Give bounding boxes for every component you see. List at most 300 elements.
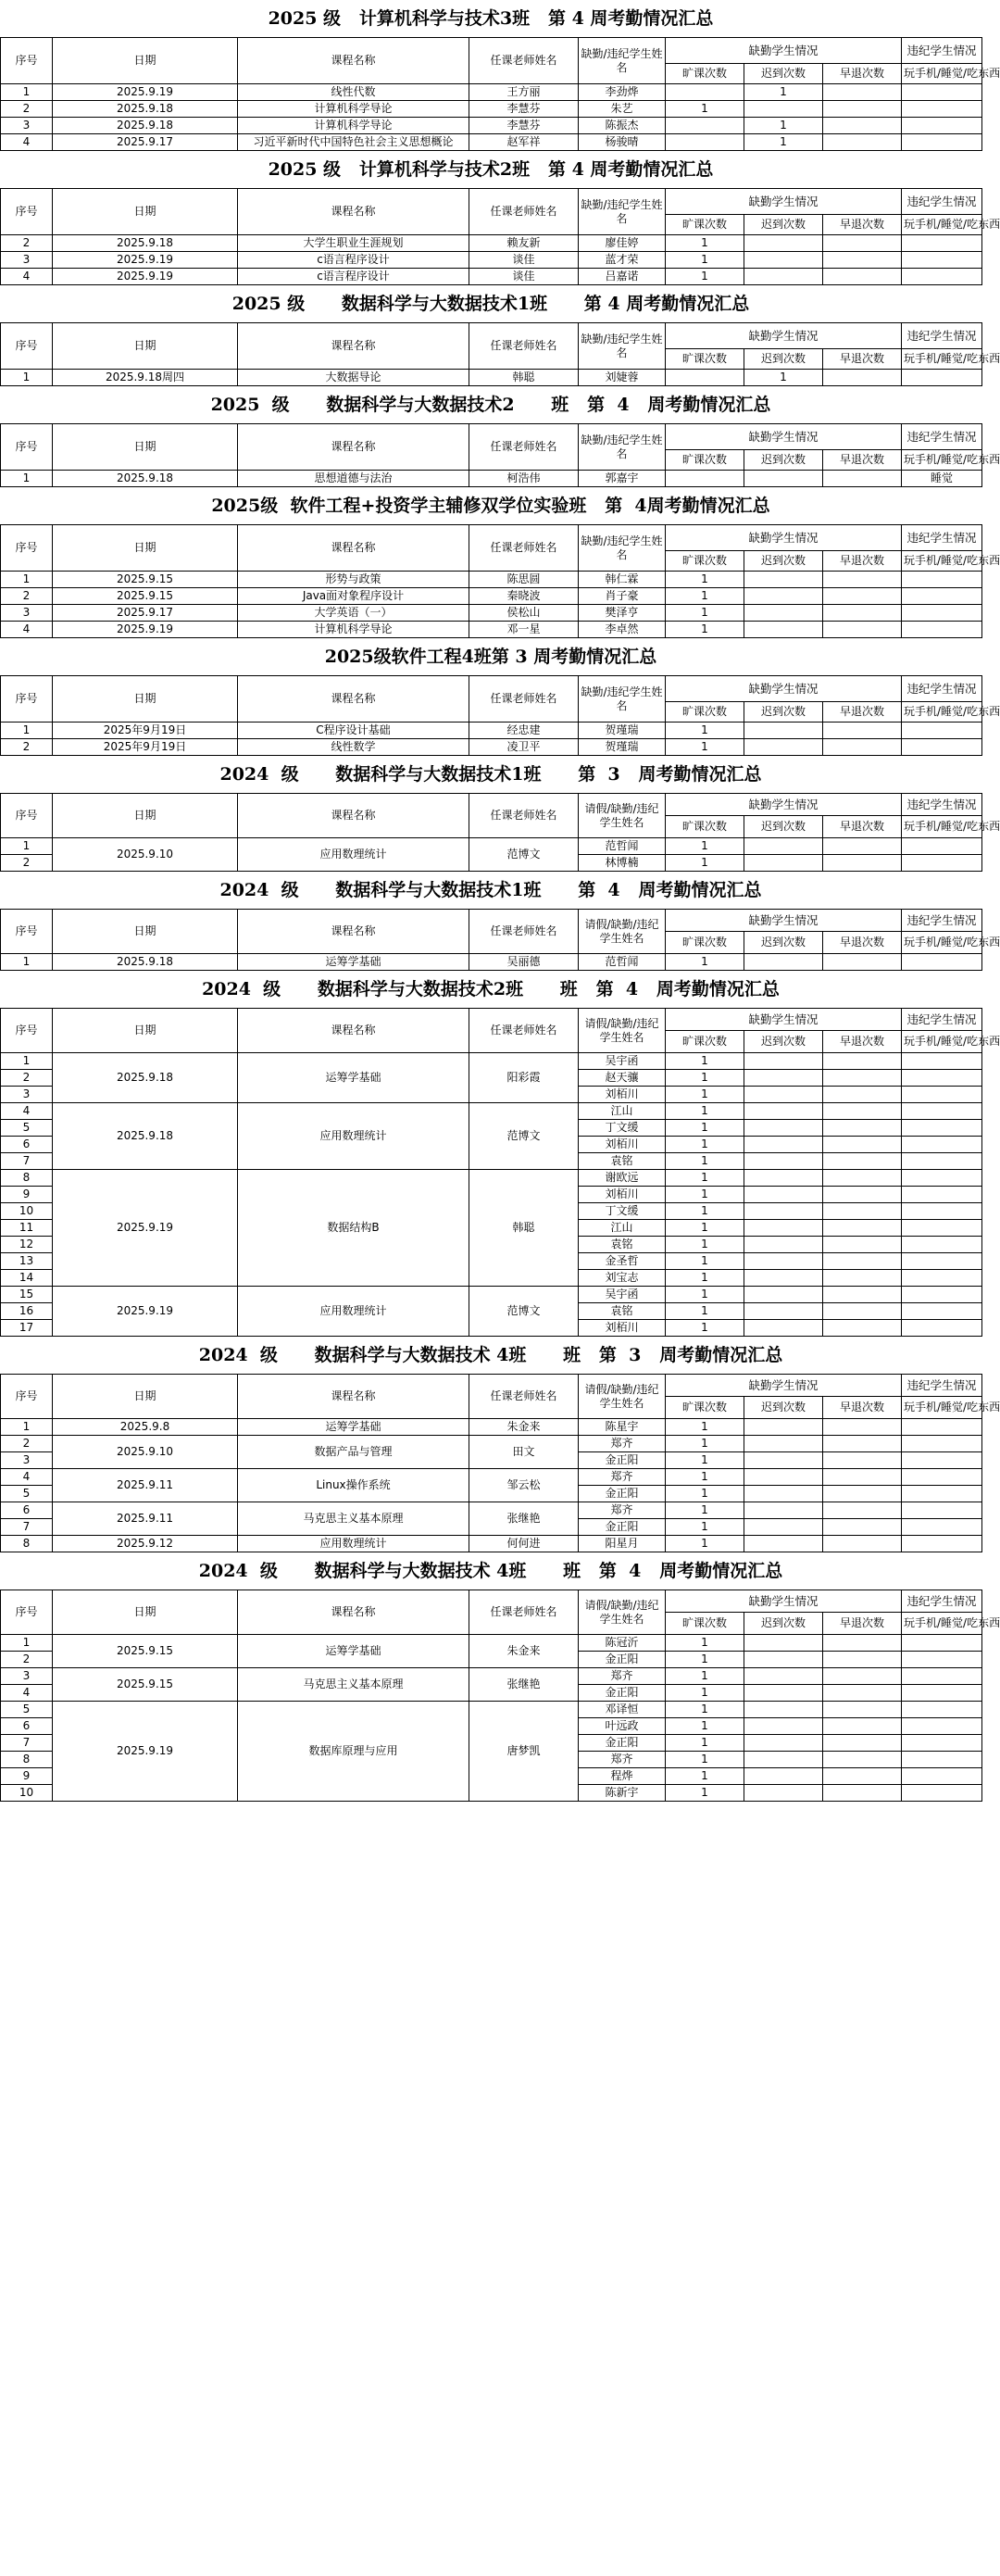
header-early: 早退次数 [823,1397,902,1419]
row-course: Java面对象程序设计 [238,588,469,605]
row-course: 计算机科学导论 [238,101,469,118]
header-discipline: 玩手机/睡觉/吃东西 [902,702,982,723]
row-early [823,572,902,588]
header-early: 早退次数 [823,215,902,235]
row-absent: 1 [666,1768,744,1785]
header-late: 迟到次数 [744,816,823,838]
header-date: 日期 [53,424,238,471]
row-absent: 1 [666,1502,744,1519]
row-early [823,605,902,622]
header-late: 迟到次数 [744,1397,823,1419]
row-student: 丁文缓 [579,1120,666,1137]
row-course: Linux操作系统 [238,1469,469,1502]
row-teacher: 李慧芬 [469,118,579,134]
row-student: 金正阳 [579,1652,666,1668]
row-early [823,1170,902,1187]
row-date: 2025.9.18 [53,101,238,118]
row-date: 2025.9.10 [53,838,238,872]
row-discipline [902,1469,982,1486]
row-late [744,954,823,971]
row-absent: 1 [666,1203,744,1220]
row-discipline [902,1120,982,1137]
attendance-table [0,909,1000,971]
row-seq: 2 [1,588,53,605]
row-early [823,1752,902,1768]
row-early [823,101,902,118]
header-course: 课程名称 [238,1590,469,1635]
row-absent: 1 [666,1270,744,1287]
row-absent: 1 [666,1536,744,1552]
row-date: 2025年9月19日 [53,723,238,739]
table-row [1,739,982,756]
header-early: 早退次数 [823,551,902,572]
row-teacher: 邓一星 [469,622,579,638]
row-student: 蓝才荣 [579,252,666,269]
header-discipline-group: 违纪学生情况 [902,424,982,450]
header-discipline-group: 违纪学生情况 [902,910,982,932]
row-late [744,1303,823,1320]
row-teacher: 田文 [469,1436,579,1469]
row-late [744,1087,823,1103]
header-seq: 序号 [1,1009,53,1053]
row-seq: 1 [1,1419,53,1436]
row-teacher: 谈佳 [469,252,579,269]
table-row [1,588,982,605]
row-absent: 1 [666,1486,744,1502]
table-row [1,1287,982,1303]
row-late [744,1452,823,1469]
header-late: 迟到次数 [744,702,823,723]
row-late [744,622,823,638]
header-student: 缺勤/违纪学生姓名 [579,676,666,723]
row-course: 大学生职业生涯规划 [238,235,469,252]
header-date: 日期 [53,525,238,572]
header-course: 课程名称 [238,910,469,954]
row-early [823,1253,902,1270]
table-row [1,118,982,134]
row-discipline [902,1685,982,1702]
table-row [1,1436,982,1452]
row-seq: 12 [1,1237,53,1253]
row-early [823,1718,902,1735]
table-row [1,134,982,151]
header-student: 请假/缺勤/违纪学生姓名 [579,1590,666,1635]
row-teacher: 凌卫平 [469,739,579,756]
row-late [744,269,823,285]
row-early [823,235,902,252]
row-late [744,1469,823,1486]
row-date: 2025.9.18 [53,1053,238,1103]
row-seq: 1 [1,471,53,487]
row-late: 1 [744,118,823,134]
row-discipline [902,1785,982,1802]
row-seq: 4 [1,134,53,151]
row-early [823,622,902,638]
row-early [823,134,902,151]
header-teacher: 任课老师姓名 [469,424,579,471]
row-course: 应用数理统计 [238,1287,469,1337]
section-title: 2024 级 数据科学与大数据技术1班 第 3 周考勤情况汇总 [219,764,762,785]
header-absent: 旷课次数 [666,349,744,370]
row-course: C程序设计基础 [238,723,469,739]
row-seq: 4 [1,1685,53,1702]
table-row [1,370,982,386]
header-date: 日期 [53,38,238,84]
header-row [1,676,982,702]
row-course: 大学英语（一） [238,605,469,622]
table-row [1,838,982,855]
row-late [744,1735,823,1752]
row-discipline [902,1718,982,1735]
row-student: 郑齐 [579,1469,666,1486]
header-course: 课程名称 [238,424,469,471]
attendance-table [0,188,1000,285]
row-discipline [902,1287,982,1303]
header-teacher: 任课老师姓名 [469,794,579,838]
row-early [823,269,902,285]
row-discipline [902,723,982,739]
row-early [823,1685,902,1702]
row-discipline [902,739,982,756]
header-absent: 旷课次数 [666,816,744,838]
row-early [823,855,902,872]
row-teacher: 邹云松 [469,1469,579,1502]
header-row [1,1375,982,1397]
header-course: 课程名称 [238,794,469,838]
row-seq: 10 [1,1785,53,1802]
row-discipline [902,1436,982,1452]
row-course: 习近平新时代中国特色社会主义思想概论 [238,134,469,151]
header-student: 缺勤/违纪学生姓名 [579,189,666,235]
row-early [823,1070,902,1087]
row-teacher: 秦晓波 [469,588,579,605]
row-early [823,723,902,739]
row-late [744,1220,823,1237]
table-row [1,235,982,252]
row-discipline [902,1452,982,1469]
row-late [744,1103,823,1120]
header-row [1,38,982,64]
header-student: 请假/缺勤/违纪学生姓名 [579,910,666,954]
row-discipline [902,370,982,386]
header-discipline-group: 违纪学生情况 [902,38,982,64]
row-course: 大数据导论 [238,370,469,386]
header-seq: 序号 [1,794,53,838]
row-early [823,471,902,487]
row-student: 金正阳 [579,1685,666,1702]
attendance-table [0,1008,1000,1337]
row-seq: 6 [1,1718,53,1735]
header-date: 日期 [53,910,238,954]
header-discipline-group: 违纪学生情况 [902,525,982,551]
row-date: 2025.9.19 [53,269,238,285]
row-seq: 8 [1,1170,53,1187]
header-discipline-group: 违纪学生情况 [902,1590,982,1613]
row-date: 2025.9.17 [53,605,238,622]
section-title: 2025级 软件工程+投资学主辅修双学位实验班 第 4周考勤情况汇总 [211,496,770,516]
row-seq: 4 [1,1469,53,1486]
row-date: 2025.9.10 [53,1436,238,1469]
row-student: 丁文缓 [579,1203,666,1220]
header-absence-group: 缺勤学生情况 [666,38,902,64]
attendance-table [0,793,1000,872]
row-student: 樊泽亨 [579,605,666,622]
row-seq: 2 [1,1652,53,1668]
row-course: 应用数理统计 [238,1536,469,1552]
row-student: 江山 [579,1103,666,1120]
header-seq: 序号 [1,1590,53,1635]
row-teacher: 朱金来 [469,1419,579,1436]
row-early [823,252,902,269]
row-early [823,1785,902,1802]
header-seq: 序号 [1,1375,53,1419]
row-teacher: 张继艳 [469,1668,579,1702]
row-early [823,1436,902,1452]
row-seq: 13 [1,1253,53,1270]
row-seq: 2 [1,235,53,252]
row-student: 陈新宇 [579,1785,666,1802]
row-early [823,1702,902,1718]
row-discipline [902,1419,982,1436]
row-late [744,723,823,739]
section-title: 2025 级 数据科学与大数据技术1班 第 4 周考勤情况汇总 [231,294,750,314]
header-absent: 旷课次数 [666,1397,744,1419]
row-late [744,1170,823,1187]
row-seq: 2 [1,1436,53,1452]
section-title: 2025 级 计算机科学与技术2班 第 4 周考勤情况汇总 [268,159,714,180]
header-course: 课程名称 [238,38,469,84]
row-late [744,1253,823,1270]
header-course: 课程名称 [238,525,469,572]
row-seq: 5 [1,1486,53,1502]
row-student: 吴宇函 [579,1053,666,1070]
row-absent: 1 [666,1436,744,1452]
row-seq: 8 [1,1752,53,1768]
row-teacher: 张继艳 [469,1502,579,1536]
header-late: 迟到次数 [744,64,823,84]
row-early [823,1153,902,1170]
row-date: 2025.9.19 [53,1702,238,1802]
table-row [1,1419,982,1436]
table-row [1,471,982,487]
row-teacher: 侯松山 [469,605,579,622]
row-teacher: 何何进 [469,1536,579,1552]
table-row [1,1170,982,1187]
row-discipline [902,1635,982,1652]
attendance-table [0,675,1000,756]
header-absence-group: 缺勤学生情况 [666,189,902,215]
row-discipline [902,1220,982,1237]
attendance-section [0,872,1000,971]
row-student: 刘栢川 [579,1087,666,1103]
row-teacher: 经忠建 [469,723,579,739]
header-teacher: 任课老师姓名 [469,323,579,370]
header-discipline-group: 违纪学生情况 [902,1375,982,1397]
row-seq: 3 [1,118,53,134]
row-early [823,1635,902,1652]
row-absent: 1 [666,1303,744,1320]
row-seq: 14 [1,1270,53,1287]
row-absent: 1 [666,588,744,605]
row-seq: 9 [1,1187,53,1203]
header-student: 缺勤/违纪学生姓名 [579,323,666,370]
row-seq: 10 [1,1203,53,1220]
row-discipline [902,1203,982,1220]
attendance-table [0,322,1000,386]
row-late [744,1137,823,1153]
row-course: c语言程序设计 [238,252,469,269]
header-discipline: 玩手机/睡觉/吃东西 [902,551,982,572]
row-student: 吴宇函 [579,1287,666,1303]
row-discipline [902,269,982,285]
row-seq: 7 [1,1153,53,1170]
row-student: 朱艺 [579,101,666,118]
row-late [744,1635,823,1652]
attendance-section [0,756,1000,872]
row-teacher: 韩聪 [469,370,579,386]
header-absence-group: 缺勤学生情况 [666,1590,902,1613]
row-seq: 5 [1,1702,53,1718]
row-late [744,572,823,588]
row-early [823,1536,902,1552]
row-course: 运筹学基础 [238,954,469,971]
row-date: 2025.9.18周四 [53,370,238,386]
row-early [823,1220,902,1237]
row-discipline [902,1519,982,1536]
header-student: 请假/缺勤/违纪学生姓名 [579,794,666,838]
row-seq: 1 [1,723,53,739]
row-late [744,1785,823,1802]
row-discipline [902,1137,982,1153]
row-student: 范哲闻 [579,954,666,971]
row-absent [666,134,744,151]
row-date: 2025.9.15 [53,572,238,588]
attendance-table [0,1374,1000,1552]
header-discipline-group: 违纪学生情况 [902,1009,982,1031]
attendance-table [0,524,1000,638]
row-seq: 2 [1,101,53,118]
row-seq: 16 [1,1303,53,1320]
row-late [744,1685,823,1702]
row-student: 陈冠沂 [579,1635,666,1652]
row-student: 刘宝志 [579,1270,666,1287]
row-seq: 7 [1,1735,53,1752]
table-row [1,723,982,739]
row-seq: 1 [1,838,53,855]
header-discipline: 玩手机/睡觉/吃东西 [902,932,982,954]
row-course: 数据产品与管理 [238,1436,469,1469]
table-row [1,1469,982,1486]
header-late: 迟到次数 [744,349,823,370]
row-student: 贺瑾瑞 [579,723,666,739]
row-student: 袁铭 [579,1237,666,1253]
row-student: 郑齐 [579,1752,666,1768]
header-row [1,525,982,551]
header-absent: 旷课次数 [666,1031,744,1053]
row-discipline [902,134,982,151]
header-early: 早退次数 [823,1613,902,1635]
row-absent: 1 [666,1187,744,1203]
table-row [1,269,982,285]
row-date: 2025.9.18 [53,1103,238,1170]
header-discipline: 玩手机/睡觉/吃东西 [902,1031,982,1053]
attendance-table [0,37,1000,151]
attendance-section [0,0,1000,151]
row-discipline [902,1303,982,1320]
row-course: 马克思主义基本原理 [238,1668,469,1702]
row-early [823,1486,902,1502]
row-seq: 3 [1,1668,53,1685]
row-student: 李卓然 [579,622,666,638]
row-discipline [902,101,982,118]
header-late: 迟到次数 [744,551,823,572]
row-absent: 1 [666,1668,744,1685]
row-early [823,1519,902,1536]
header-date: 日期 [53,323,238,370]
header-early: 早退次数 [823,702,902,723]
table-row [1,622,982,638]
row-absent: 1 [666,252,744,269]
row-discipline [902,1270,982,1287]
row-date: 2025.9.11 [53,1502,238,1536]
row-student: 郑齐 [579,1502,666,1519]
header-discipline-group: 违纪学生情况 [902,794,982,816]
header-row [1,1009,982,1031]
row-date: 2025.9.15 [53,1668,238,1702]
attendance-section [0,1337,1000,1552]
row-late [744,1153,823,1170]
table-row [1,101,982,118]
row-teacher: 范博文 [469,1287,579,1337]
row-student: 刘栢川 [579,1137,666,1153]
row-seq: 6 [1,1137,53,1153]
row-discipline [902,1170,982,1187]
row-late [744,1652,823,1668]
row-discipline: 睡觉 [902,471,982,487]
table-row [1,1635,982,1652]
row-date: 2025.9.15 [53,588,238,605]
row-late [744,1120,823,1137]
row-student: 韩仁霖 [579,572,666,588]
row-discipline [902,1087,982,1103]
row-late [744,605,823,622]
header-early: 早退次数 [823,932,902,954]
row-late [744,838,823,855]
header-student: 请假/缺勤/违纪学生姓名 [579,1375,666,1419]
row-course: 线性代数 [238,84,469,101]
row-discipline [902,1668,982,1685]
header-course: 课程名称 [238,189,469,235]
header-seq: 序号 [1,910,53,954]
row-absent: 1 [666,739,744,756]
row-discipline [902,838,982,855]
header-date: 日期 [53,794,238,838]
row-student: 郑齐 [579,1668,666,1685]
row-seq: 2 [1,739,53,756]
row-seq: 11 [1,1220,53,1237]
header-row [1,910,982,932]
row-absent: 1 [666,838,744,855]
row-course: 线性数学 [238,739,469,756]
row-discipline [902,1153,982,1170]
row-seq: 9 [1,1768,53,1785]
header-discipline-group: 违纪学生情况 [902,323,982,349]
row-early [823,1270,902,1287]
header-absent: 旷课次数 [666,702,744,723]
row-absent: 1 [666,1220,744,1237]
attendance-section [0,487,1000,638]
row-late [744,1768,823,1785]
